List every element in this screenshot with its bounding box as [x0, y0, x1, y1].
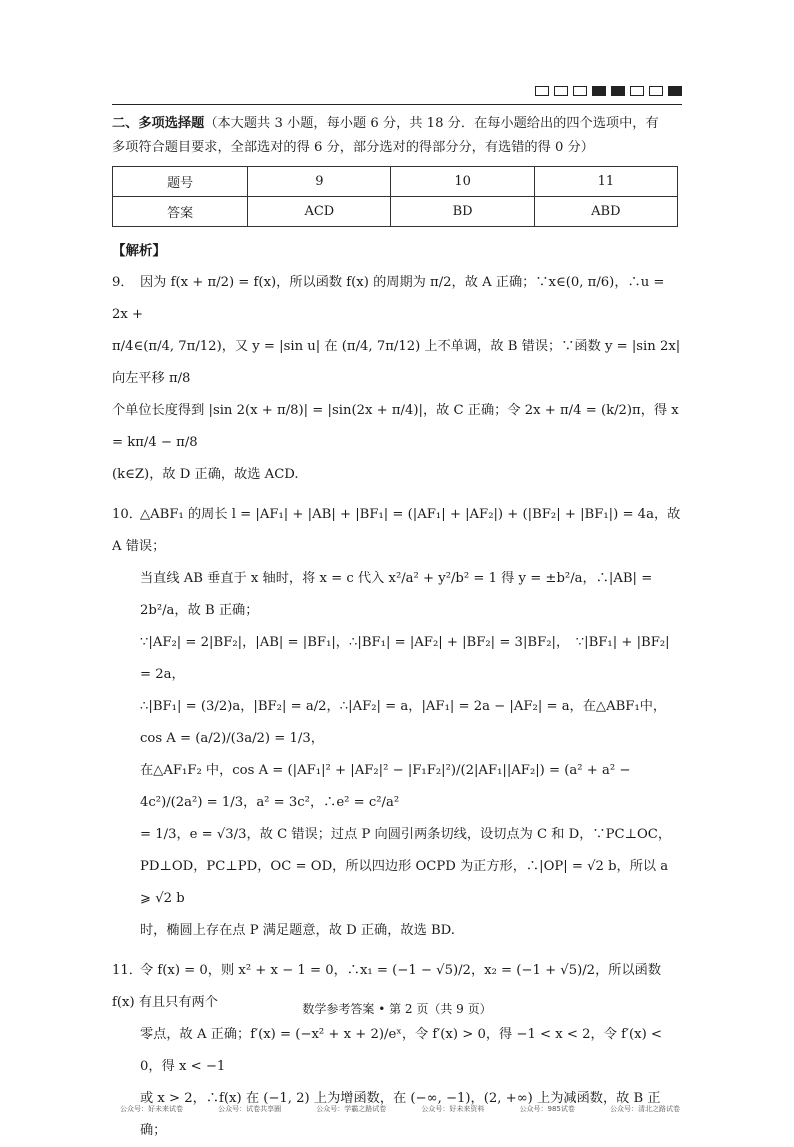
section-description-line-2: 多项符合题目要求，全部选对的得 6 分，部分选对的得部分分，有选错的得 0 分）	[112, 140, 594, 155]
solution-line: 时，椭圆上存在点 P 满足题意，故 D 正确，故选 BD.	[140, 923, 455, 938]
table-cell: 9	[248, 167, 391, 197]
header-mark	[554, 86, 568, 96]
answer-table	[112, 166, 678, 227]
header-mark	[573, 86, 587, 96]
question-number: 9．	[112, 275, 134, 290]
watermark-text: 公众号：好未来试卷	[120, 1105, 183, 1113]
table-cell: 10	[391, 167, 534, 197]
table-cell: BD	[391, 197, 534, 227]
question-9-solution	[112, 267, 682, 491]
solution-line: PD⊥OD，PC⊥PD，OC = OD，所以四边形 OCPD 为正方形，∴|OP| = √2 b，所以 a ⩾ √2 b	[140, 859, 669, 906]
section-heading	[112, 112, 682, 160]
question-10-solution	[112, 499, 682, 947]
table-row	[113, 167, 678, 197]
watermark-text: 公众号：985试卷	[519, 1105, 575, 1113]
table-row	[113, 197, 678, 227]
table-cell: ABD	[534, 197, 677, 227]
solution-line: △ABF₁ 的周长 l = |AF₁| + |AB| + |BF₁| = (|AF₁| + |AF₂|) + (|BF₂| + |BF₁|) = 4a，故 A 错误；	[112, 507, 681, 554]
table-cell: 答案	[113, 197, 248, 227]
solution-line: 因为 f(x + π/2) = f(x)，所以函数 f(x) 的周期为 π/2，故 A 正确；∵x∈(0, π/6)，∴u = 2x +	[112, 275, 665, 322]
watermark-text: 公众号：试卷共享圈	[218, 1105, 282, 1113]
table-cell: 题号	[113, 167, 248, 197]
header-mark	[592, 86, 606, 96]
solution-line: (k∈Z)，故 D 正确，故选 ACD.	[112, 467, 299, 482]
header-mark	[535, 86, 549, 96]
solution-line: 或 x > 2，∴f(x) 在 (−1, 2) 上为增函数，在 (−∞, −1)，(2, +∞) 上为减函数，故 B 正确；	[140, 1091, 661, 1138]
header-mark	[668, 86, 682, 96]
header-mark	[649, 86, 663, 96]
solution-line: 令 f(x) = 0，则 x² + x − 1 = 0，∴x₁ = (−1 − √5)/2，x₂ = (−1 + √5)/2，所以函数 f(x) 有且只有两个	[112, 963, 662, 1010]
solution-line: 在△AF₁F₂ 中，cos A = (|AF₁|² + |AF₂|² − |F₁F₂|²)/(2|AF₁||AF₂|) = (a² + a² − 4c²)/(2a²) = 1/3，a² = 3c²，∴e² = c²/a²	[140, 763, 631, 810]
solution-line: ∵|AF₂| = 2|BF₂|，|AB| = |BF₁|，∴|BF₁| = |AF₂| + |BF₂| = 3|BF₂|， ∵|BF₁| + |BF₂| = 2a，	[140, 635, 670, 682]
header-mark	[611, 86, 625, 96]
watermark-text: 公众号：清北之路试卷	[610, 1105, 680, 1113]
analysis-heading: 【解析】	[112, 243, 166, 259]
solution-line: π/4∈(π/4, 7π/12)，又 y = |sin u| 在 (π/4, 7π/12) 上不单调，故 B 错误；∵函数 y = |sin 2x| 向左平移 π/8	[112, 339, 681, 386]
table-cell: ACD	[248, 197, 391, 227]
header-mark	[630, 86, 644, 96]
section-description-line-1: （本大题共 3 小题，每小题 6 分，共 18 分．在每小题给出的四个选项中，有	[204, 116, 659, 131]
header-marks	[535, 86, 682, 96]
solution-line: 个单位长度得到 |sin 2(x + π/8)| = |sin(2x + π/4)|，故 C 正确；令 2x + π/4 = (k/2)π，得 x = kπ/4 − π/8	[112, 403, 679, 450]
solution-line: 零点，故 A 正确；f′(x) = (−x² + x + 2)/eˣ，令 f′(x) > 0，得 −1 < x < 2，令 f′(x) < 0，得 x < −1	[140, 1027, 662, 1074]
solution-line: = 1/3，e = √3/3，故 C 错误；过点 P 向圆引两条切线，设切点为 C 和 D，∵PC⊥OC，	[140, 827, 672, 842]
header-rule	[112, 104, 682, 105]
watermark-bar	[120, 1104, 680, 1114]
page-footer: 数学参考答案 • 第 2 页（共 9 页）	[302, 1002, 492, 1016]
page-content	[112, 112, 682, 1147]
question-number: 10．	[112, 507, 142, 522]
question-11-solution	[112, 955, 682, 1147]
section-title: 二、多项选择题	[112, 116, 205, 131]
watermark-text: 公众号：学霸之路试卷	[316, 1105, 387, 1113]
question-number: 11．	[112, 963, 142, 978]
watermark-text: 公众号：好未来资料	[421, 1105, 485, 1113]
solution-line: 当直线 AB 垂直于 x 轴时，将 x = c 代入 x²/a² + y²/b² = 1 得 y = ±b²/a，∴|AB| = 2b²/a，故 B 正确；	[140, 571, 653, 618]
solution-line: ∴|BF₁| = (3/2)a，|BF₂| = a/2，∴|AF₂| = a，|AF₁| = 2a − |AF₂| = a，在△ABF₁中，cos A = (a/2)/(3a/2) = 1/3，	[140, 699, 667, 746]
table-cell: 11	[534, 167, 677, 197]
